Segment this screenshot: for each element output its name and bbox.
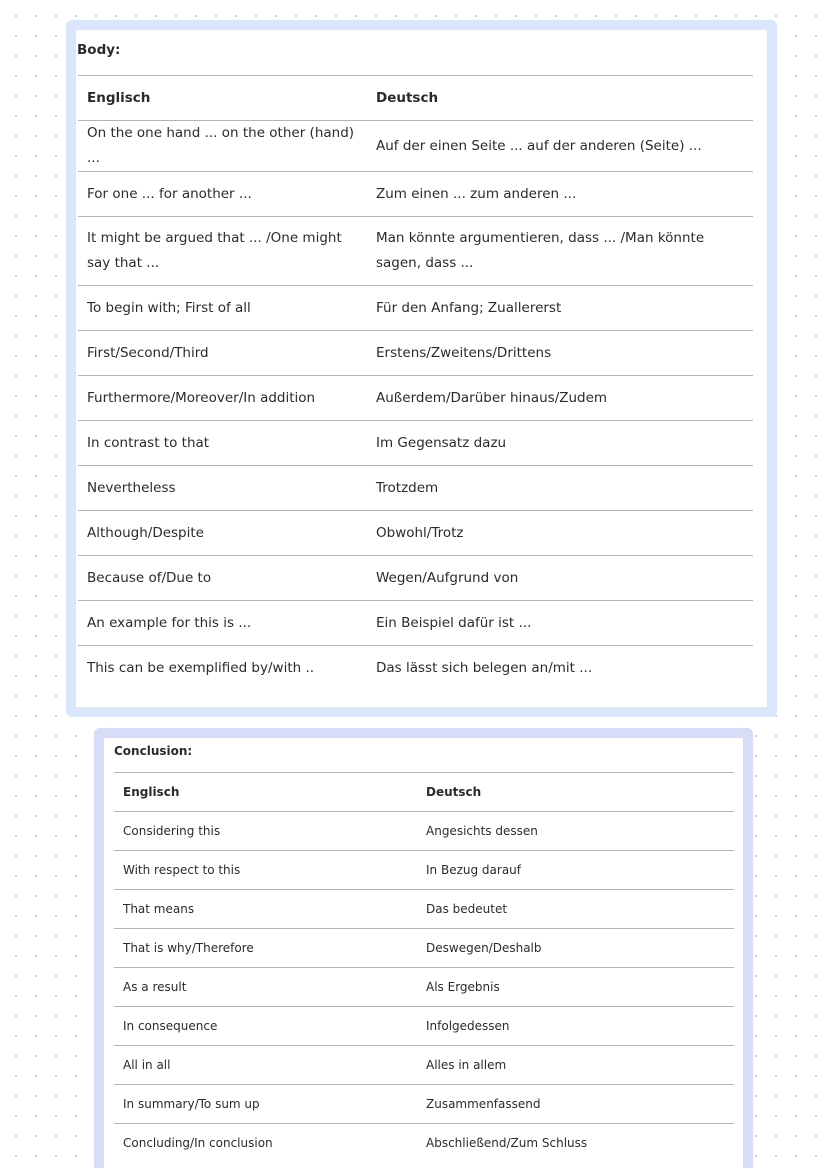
body-section <box>66 20 777 717</box>
english-cell: It might be argued that ... /One might say that ... <box>87 230 342 271</box>
column-header-deutsch: Deutsch <box>426 785 482 799</box>
table-row <box>78 376 753 421</box>
german-cell: Zusammenfassend <box>426 1097 541 1111</box>
english-cell: With respect to this <box>123 863 241 877</box>
german-cell: Deswegen/Deshalb <box>426 941 542 955</box>
german-cell: Alles in allem <box>426 1058 507 1072</box>
english-cell: Furthermore/Moreover/In addition <box>87 389 316 406</box>
body-section-title: Body: <box>77 42 121 58</box>
column-header-englisch: Englisch <box>87 90 151 106</box>
english-cell: That is why/Therefore <box>123 941 254 955</box>
german-cell: Obwohl/Trotz <box>376 524 464 541</box>
table-row <box>78 172 753 217</box>
german-cell: Für den Anfang; Zuallererst <box>376 299 562 316</box>
column-header-englisch: Englisch <box>123 785 180 799</box>
column-header-deutsch: Deutsch <box>376 90 439 106</box>
english-cell: Nevertheless <box>87 479 176 496</box>
english-cell: Although/Despite <box>87 524 204 541</box>
german-cell: Auf der einen Seite ... auf der anderen (Seite) ... <box>376 137 702 154</box>
table-row <box>78 331 753 376</box>
english-cell: An example for this is ... <box>87 614 252 631</box>
english-cell: First/Second/Third <box>87 344 209 361</box>
german-cell: Erstens/Zweitens/Drittens <box>376 344 552 361</box>
table-row <box>114 1007 734 1046</box>
table-row <box>78 121 753 172</box>
german-cell: Man könnte argumentieren, dass ... /Man könnte sagen, dass ... <box>376 230 705 271</box>
table-header-row <box>78 76 753 121</box>
english-cell: Concluding/In conclusion <box>123 1136 273 1151</box>
german-cell: Im Gegensatz dazu <box>376 434 507 451</box>
table-row <box>78 466 753 511</box>
english-cell: For one ... for another ... <box>87 185 252 202</box>
german-cell: In Bezug darauf <box>426 863 521 877</box>
english-cell: As a result <box>123 980 187 994</box>
conclusion-section <box>94 728 753 1168</box>
german-cell: Angesichts dessen <box>426 824 538 838</box>
table-row <box>114 851 734 890</box>
german-cell: Außerdem/Darüber hinaus/Zudem <box>376 389 608 406</box>
table-row <box>114 968 734 1007</box>
english-cell: All in all <box>123 1058 171 1072</box>
body-phrase-table <box>78 75 753 691</box>
table-row <box>78 646 753 691</box>
table-header-row <box>114 773 734 812</box>
table-row <box>114 890 734 929</box>
english-cell: This can be exemplified by/with .. <box>87 659 315 676</box>
german-cell: Zum einen ... zum anderen ... <box>376 185 577 202</box>
english-cell: In summary/To sum up <box>123 1097 260 1111</box>
conclusion-phrase-table <box>114 772 734 1163</box>
german-cell: Abschließend/Zum Schluss <box>426 1136 588 1151</box>
english-cell: Because of/Due to <box>87 569 212 586</box>
table-row <box>78 421 753 466</box>
conclusion-section-title: Conclusion: <box>114 744 193 758</box>
table-row <box>114 1124 734 1163</box>
english-cell: In contrast to that <box>87 434 210 451</box>
table-row <box>78 601 753 646</box>
german-cell: Ein Beispiel dafür ist ... <box>376 614 532 631</box>
german-cell: Das bedeutet <box>426 902 508 916</box>
table-row <box>78 217 753 286</box>
table-row <box>78 286 753 331</box>
english-cell: To begin with; First of all <box>87 299 251 316</box>
english-cell: Considering this <box>123 824 221 838</box>
english-cell: On the one hand ... on the other (hand) ... <box>87 125 355 166</box>
table-row <box>78 511 753 556</box>
german-cell: Trotzdem <box>376 479 439 496</box>
german-cell: Das lässt sich belegen an/mit ... <box>376 659 593 676</box>
table-row <box>114 1085 734 1124</box>
german-cell: Wegen/Aufgrund von <box>376 569 519 586</box>
german-cell: Infolgedessen <box>426 1019 510 1033</box>
table-row <box>114 812 734 851</box>
table-row <box>114 929 734 968</box>
table-row <box>114 1046 734 1085</box>
english-cell: That means <box>123 902 195 916</box>
table-row <box>78 556 753 601</box>
german-cell: Als Ergebnis <box>426 980 500 994</box>
english-cell: In consequence <box>123 1019 218 1033</box>
